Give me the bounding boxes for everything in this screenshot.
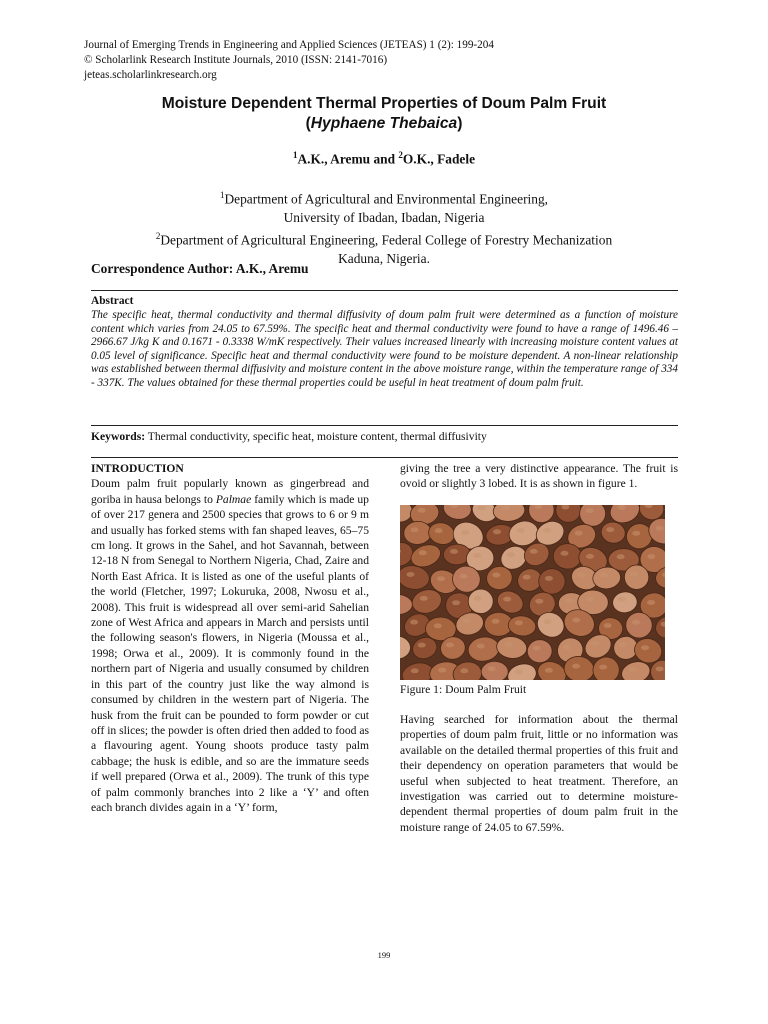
fruit-highlight xyxy=(545,668,553,673)
fruit-highlight xyxy=(463,618,471,623)
fruit-highlight xyxy=(461,530,469,535)
intro-paragraph-2: Having searched for information about the thermal properties of doum palm fruit, little or no information was available on the detailed thermal properties of this fruit and their dependency on operation parameters that would be useful when subjected to heat treatment. Therefore, an investigation was carried out to determine moisture-dependent thermal properties of doum palm fruit in the moisture range of 24.05 to 67.59%. xyxy=(400,713,678,834)
fruit-highlight xyxy=(523,575,531,580)
affiliation-1-line-2: University of Ibadan, Ibadan, Nigeria xyxy=(283,209,485,225)
fruit-highlight xyxy=(656,667,664,672)
fruit-highlight xyxy=(600,573,608,578)
fruit-highlight xyxy=(563,645,571,650)
fruit-highlight xyxy=(505,642,513,647)
fruit-highlight xyxy=(437,576,445,581)
fruit-highlight xyxy=(617,554,625,559)
fruit-highlight xyxy=(452,600,460,605)
fruit-highlight xyxy=(572,664,580,669)
fruit-highlight xyxy=(618,505,626,510)
fruit-highlight xyxy=(515,669,523,674)
fruit-highlight xyxy=(641,645,649,650)
fruit-highlight xyxy=(493,529,501,534)
fruit-highlight xyxy=(565,598,573,603)
fruit-highlight xyxy=(533,646,541,651)
journal-citation: Journal of Emerging Trends in Engineering and Applied Sciences (JETEAS) 1 (2): 199-204 xyxy=(84,39,494,51)
fruit-highlight xyxy=(477,644,485,649)
introduction-column-right-top: giving the tree a very distinctive appearance. The fruit is ovoid or slightly 3 lobed. It is as shown in figure 1. xyxy=(400,462,678,491)
fruit-highlight xyxy=(411,668,419,673)
fruit-highlight xyxy=(515,620,523,625)
journal-copyright: © Scholarlink Research Institute Journals, 2010 (ISSN: 2141-7016) xyxy=(84,54,388,66)
fruit-highlight xyxy=(488,666,496,671)
doum-palm-fruit-photo xyxy=(400,505,665,680)
fruit-highlight xyxy=(586,597,594,602)
paper-title-species-line: (Hyphaene Thebaica) xyxy=(305,115,463,132)
keywords-label: Keywords: xyxy=(91,430,146,443)
intro-paragraph-1: Doum palm fruit popularly known as gingerbread and goriba in hausa belongs to Palmae family which is made up of over 217 genera and 2500 species that grows to 6 or 9 m and usually has forked stems with fan shaped leaves, 65–75 cm long. It grows in the Sahel, and hot Savannah, between 12-18 N from Senegal to Northern Nigeria, Chad, Zaire and North East Africa. It is listed as one of the useful plants of the world (Fletcher, 1997; Lokuruka, 2008, Nwosu et al., 2008). This fruit is widespread all over semi-arid Sahelian zone of West Africa and appears in March and persists until the following season's flowers, in Nigeria (Moussa et al., 1998; Orwa et al., 2009). It is commonly found in the northern part of Nigeria and usually consumed by children in this part of the country just like the way almond is consumed by children in the western part of Nigeria. The husk from the fruit can be pounded to form powder or cut off in slices; the powder is often dried then added to food as a flavouring agent. Young shoots produce tasty palm cabbage; the husk is edible, and so are the immature seeds if well prepared (Orwa et al., 2009). The trunk of this type of palm commonly branches into 2 like a ‘Y’ and often each branch divides again in a ‘Y’ form, xyxy=(91,477,369,814)
fruit-highlight xyxy=(591,641,599,646)
fruit-highlight xyxy=(446,643,454,648)
figure-1-caption: Figure 1: Doum Palm Fruit xyxy=(400,683,527,696)
divider-keywords xyxy=(91,457,678,458)
fruit-highlight xyxy=(545,576,553,581)
fruit-highlight xyxy=(438,668,446,673)
fruit-highlight xyxy=(460,668,468,673)
fruit-highlight xyxy=(561,551,569,556)
journal-url: jeteas.scholarlinkresearch.org xyxy=(84,69,217,81)
fruit-highlight xyxy=(543,528,551,533)
fruit-highlight xyxy=(630,572,638,577)
fruit-highlight xyxy=(420,596,428,601)
fruit-highlight xyxy=(544,619,552,624)
fruit-highlight xyxy=(418,508,426,513)
fruit-highlight xyxy=(418,643,426,648)
fruit-highlight xyxy=(647,554,655,559)
fruit-highlight xyxy=(578,573,586,578)
fruit-highlight xyxy=(473,553,481,558)
paper-title-main: Moisture Dependent Thermal Properties of Doum Palm Fruit xyxy=(161,95,607,112)
affiliation-2-line-1: $^2$Department of Agricultural Engineering, Federal College of Forestry Mechanization xyxy=(155,231,613,248)
fruit-highlight xyxy=(459,574,467,579)
fruit-highlight xyxy=(474,596,482,601)
fruit-highlight xyxy=(503,597,511,602)
journal-header xyxy=(84,38,494,83)
fruit-highlight xyxy=(586,508,594,513)
author-1: A.K., Aremu and xyxy=(297,151,399,167)
introduction-column-left xyxy=(91,461,369,815)
affiliation-2-line-2: Kaduna, Nigeria. xyxy=(338,251,430,267)
fruit xyxy=(553,543,582,569)
affiliations xyxy=(84,186,684,269)
fruit-highlight xyxy=(599,665,607,670)
fruit-highlight xyxy=(629,667,637,672)
author-2: O.K., Fadele xyxy=(402,151,476,167)
fruit-highlight xyxy=(435,528,443,533)
abstract-heading: Abstract xyxy=(91,295,134,307)
fruit-highlight xyxy=(656,526,664,531)
fruit-illustration xyxy=(400,505,665,680)
species-name: Hyphaene Thebaica xyxy=(310,115,458,132)
fruit-highlight xyxy=(530,549,538,554)
fruit-highlight xyxy=(575,531,583,536)
fruit-highlight xyxy=(604,623,612,628)
fruit-highlight xyxy=(492,619,500,624)
fruit-highlight xyxy=(450,549,458,554)
fruit-highlight xyxy=(535,599,543,604)
fruit-highlight xyxy=(586,554,594,559)
affiliation-1-line-1: $^1$Department of Agricultural and Environmental Engineering, xyxy=(219,190,548,207)
correspondence-author: Correspondence Author: A.K., Aremu xyxy=(91,261,309,276)
fruit-highlight xyxy=(618,597,626,602)
divider-abstract xyxy=(91,425,678,426)
fruit-highlight xyxy=(478,505,486,510)
fruit-highlight xyxy=(410,620,418,625)
author-list: $^1$A.K., Aremu and $^2$O.K., Fadele xyxy=(292,150,476,167)
fruit-highlight xyxy=(411,527,419,532)
fruit-highlight xyxy=(632,531,640,536)
divider-top xyxy=(91,290,678,291)
fruit-highlight xyxy=(572,618,580,623)
abstract-text: The specific heat, thermal conductivity and thermal diffusivity of doum palm fruit were determined as a function of moisture content which varies from 24.05 to 67.59%. The specific heat and thermal conductivity were found to have a range of 1496.46 – 2966.67 J/kg K and 0.1671 - 0.3338 W/mK respectively. Their values increased linearly with increasing moisture content values at 0.05 level of significance. Specific heat and thermal conductivity were found to be moisture dependent. A non-linear relationship was established between thermal diffusivity and moisture content in the above moisture range, within the temperature range of 334 - 337K. The values obtained for these thermal properties could be useful in heat treatment of doum palm fruit. xyxy=(91,309,678,389)
keywords-text: Thermal conductivity, specific heat, moisture content, thermal diffusivity xyxy=(145,430,487,443)
fruit-highlight xyxy=(606,527,614,532)
fruit-highlight xyxy=(517,528,525,533)
fruit-highlight xyxy=(632,620,640,625)
fruit-highlight xyxy=(492,573,500,578)
paper-title xyxy=(84,94,684,134)
fruit-highlight xyxy=(619,642,627,647)
page-number: 199 xyxy=(377,950,391,960)
fruit-highlight xyxy=(419,550,427,555)
fruit-highlight xyxy=(434,623,442,628)
fruit-highlight xyxy=(507,552,515,557)
introduction-heading: INTRODUCTION xyxy=(91,462,184,475)
keywords xyxy=(91,430,487,443)
fruit-highlight xyxy=(502,505,510,510)
fruit-highlight xyxy=(407,572,415,577)
fruit-highlight xyxy=(647,600,655,605)
